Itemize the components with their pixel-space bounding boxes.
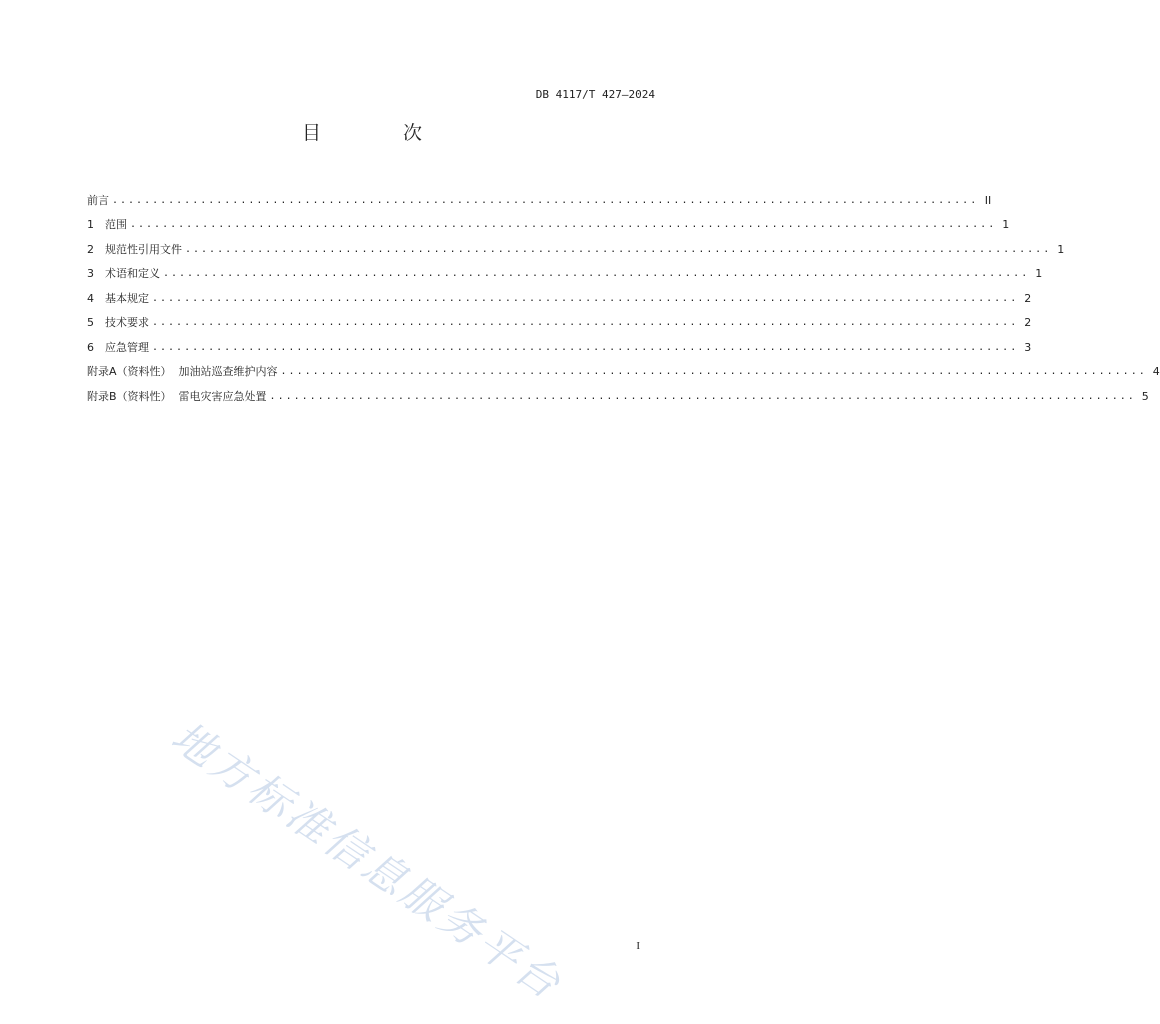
footer-page-number: I <box>636 940 640 952</box>
document-number: DB 4117/T 427—2024 <box>535 88 655 101</box>
toc-leader-dots: ............................................................................................................ <box>130 219 997 230</box>
toc-entry-number: 2 <box>87 242 94 256</box>
toc-page-number: 3 <box>1024 340 1032 354</box>
toc-leader-dots: ............................................................................................................ <box>152 292 1019 304</box>
toc-page-number: 1 <box>1002 218 1010 231</box>
watermark-text: 地方标准信息服务平台 <box>162 711 572 1010</box>
toc-entry-label: 规范性引用文件 <box>105 242 182 256</box>
toc-entry-number: 6 <box>87 340 94 354</box>
table-of-contents <box>87 183 1160 404</box>
page-title: 目 次 <box>301 122 461 144</box>
toc-page-number: 5 <box>1141 389 1149 403</box>
toc-entry-label: 附录A（资料性） 加油站巡查维护内容 <box>87 365 278 378</box>
toc-entry-label: 应急管理 <box>105 340 149 354</box>
toc-leader-dots: ............................................................................................................ <box>163 268 1030 279</box>
toc-entry-normative-references[interactable] <box>87 232 1065 257</box>
toc-leader-dots: ............................................................................................................ <box>269 390 1136 402</box>
toc-leader-dots: ............................................................................................................ <box>152 317 1019 328</box>
toc-entry-number: 3 <box>87 267 94 280</box>
toc-page-number: II <box>984 193 992 207</box>
toc-page-number: 2 <box>1024 316 1032 329</box>
toc-entry-foreword[interactable] <box>87 183 992 208</box>
toc-entry-number: 1 <box>87 218 94 231</box>
toc-entry-number: 5 <box>87 316 94 329</box>
toc-entry-number: 4 <box>87 291 94 305</box>
toc-leader-dots: ............................................................................................................ <box>152 341 1019 353</box>
toc-entry-terms-definitions[interactable] <box>87 257 1043 282</box>
toc-entry-label: 范围 <box>105 218 127 231</box>
toc-entry-appendix-a[interactable] <box>87 355 1160 380</box>
toc-page-number: 2 <box>1024 291 1032 305</box>
toc-leader-dots: ............................................................................................................ <box>112 194 979 206</box>
toc-page-number: 4 <box>1152 365 1160 378</box>
toc-entry-scope[interactable] <box>87 208 1010 233</box>
toc-entry-label: 技术要求 <box>105 316 149 329</box>
toc-entry-appendix-b[interactable] <box>87 379 1149 404</box>
toc-entry-label: 附录B（资料性） 雷电灾害应急处置 <box>87 389 267 403</box>
toc-leader-dots: ............................................................................................................ <box>185 243 1052 255</box>
toc-entry-basic-provisions[interactable] <box>87 281 1032 306</box>
toc-page-number: 1 <box>1035 267 1043 280</box>
toc-leader-dots: ............................................................................................................ <box>280 366 1147 377</box>
toc-entry-emergency-management[interactable] <box>87 330 1032 355</box>
toc-entry-label: 基本规定 <box>105 291 149 305</box>
toc-entry-label: 术语和定义 <box>105 267 160 280</box>
toc-entry-label: 前言 <box>87 193 109 207</box>
toc-entry-technical-requirements[interactable] <box>87 306 1032 331</box>
toc-page-number: 1 <box>1057 242 1065 256</box>
